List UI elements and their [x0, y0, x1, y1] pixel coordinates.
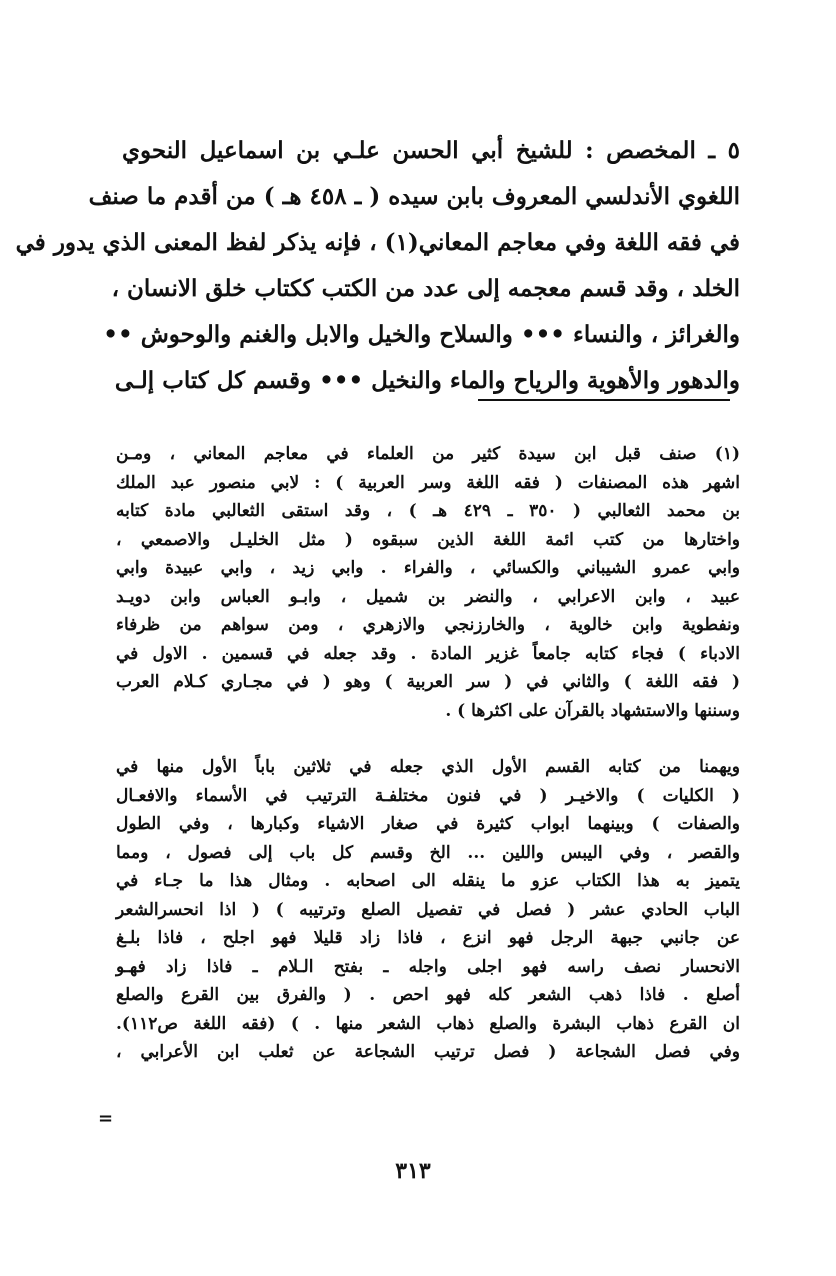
footnote-line: عبيد ، وابن الاعرابي ، والنضر بن شميل ، وابـو العباس وابن دويـد [116, 586, 740, 607]
main-line: في فقه اللغة وفي معاجم المعاني(١) ، فإنه يذكر لفظ المعنى الذي يدور في [15, 229, 740, 256]
main-line: والغرائز ، والنساء ••• والسلاح والخيل والابل والغنم والوحوش •• [103, 321, 740, 348]
body-line: الانحسار نصف راسه فهو اجلى واجله ـ بفتح الـلام ـ فاذا زاد فهـو [116, 956, 740, 977]
footnote-line: (١) صنف قبل ابن سيدة كثير من العلماء في معاجم المعاني ، ومـن [116, 444, 740, 464]
body-line: ان القرع ذهاب البشرة والصلع ذهاب الشعر منها . ) (فقه اللغة ص١١٢). [116, 1013, 740, 1034]
body-line: أصلع . فاذا ذهب الشعر كله فهو احص . ( والفرق بين القرع والصلع [116, 985, 740, 1005]
footnote-line: ( فقه اللغة ) والثاني في ( سر العربية ) وهو ( في مجـاري كـلام العرب [116, 672, 740, 692]
footnote [116, 440, 740, 725]
main-line: والدهور والأهوية والرياح والماء والنخيل ••• وقسم كل كتاب إلـى [114, 367, 740, 394]
body-line: والقصر ، وفي اليبس واللين ... الخ وقسم كل باب إلى فصول ، ومما [116, 842, 740, 863]
footnote-line: وسننها والاستشهاد بالقرآن على اكثرها ) . [445, 700, 740, 721]
main-line: ٥ ـ المخصص : للشيخ أبي الحسن علـي بن اسماعيل النحوي [122, 137, 740, 164]
footnote-line: الادباء ) فجاء كتابه جامعاً غزير المادة . وقد جعله في قسمين . الاول في [116, 643, 740, 664]
body-line: يتميز به هذا الكتاب عزو ما ينقله الى اصحابه . ومثال هذا ما جـاء في [116, 871, 740, 891]
body-line: ( الكليات ) والاخيـر ( في فنون مختلفـة الترتيب في الأسماء والافعـال [116, 785, 740, 806]
footnote-line: بن محمد الثعالبي ( ٣٥٠ ـ ٤٢٩ هـ ) ، وقد استقى الثعالبي مادة كتابه [116, 501, 740, 521]
footnote-separator [478, 399, 730, 401]
footnote-line: واختارها من كتب ائمة اللغة الذين سبقوه ( مثل الخليـل والاصمعي ، [116, 529, 740, 550]
body-line: وفي فصل الشجاعة ( فصل ترتيب الشجاعة عن ثعلب ابن الأعرابي ، [116, 1042, 740, 1062]
lower-text-block [116, 440, 740, 1067]
main-line: الخلد ، وقد قسم معجمه إلى عدد من الكتب ككتاب خلق الانسان ، [111, 275, 740, 302]
body-line: والصفات ) وبينهما ابواب كثيرة في صغار الاشياء وكبارها ، وفي الطول [116, 814, 740, 834]
page-number: ٣١٣ [395, 1158, 431, 1184]
main-paragraph [15, 128, 740, 404]
body-line: الباب الحادي عشر ( فصل في تفصيل الصلع وترتيبه ) ( اذا انحسرالشعر [116, 899, 740, 920]
paragraph-gap [116, 725, 740, 753]
body-paragraph [116, 753, 740, 1067]
footnote-line: وابي عمرو الشيباني والكسائي ، والفراء . وابي زيد ، وابي عبيدة وابي [116, 558, 740, 578]
footnote-line: اشهر هذه المصنفات ( فقه اللغة وسر العربية ) : لابي منصور عبد الملك [116, 472, 740, 493]
footnote-line: ونفطوية وابن خالوية ، والخارزنجي والازهري ، ومن سواهم من ظرفاء [116, 615, 740, 635]
main-line: اللغوي الأندلسي المعروف بابن سيده ( ـ ٤٥٨ هـ ) من أقدم ما صنف [88, 183, 740, 210]
continuation-mark: = [98, 1108, 114, 1129]
body-line: ويهمنا من كتابه القسم الأول الذي جعله في ثلاثين باباً الأول منها في [116, 757, 740, 777]
body-line: عن جانبي جبهة الرجل فهو انزع ، فاذا زاد قليلا فهو اجلح ، فاذا بلـغ [116, 928, 740, 948]
